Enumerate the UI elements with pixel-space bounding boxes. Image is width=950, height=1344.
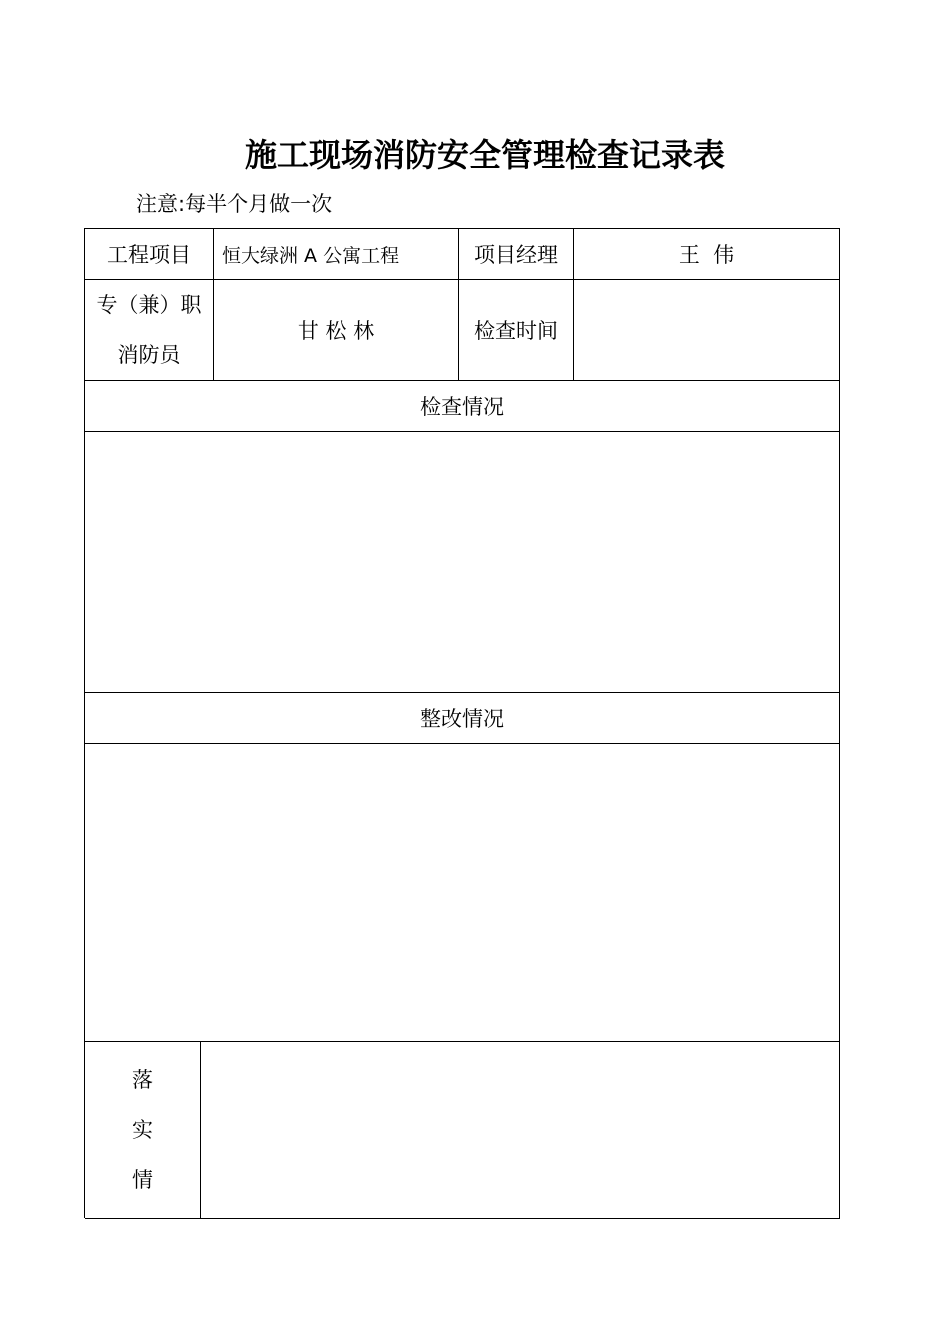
implementation-content[interactable] — [201, 1042, 840, 1219]
project-label: 工程项目 — [85, 229, 214, 280]
rectification-header: 整改情况 — [85, 693, 840, 744]
implementation-label-char: 落 — [132, 1068, 153, 1092]
implementation-label-char: 实 — [132, 1118, 153, 1142]
document-title: 施工现场消防安全管理检查记录表 — [244, 136, 725, 174]
implementation-label-char: 情 — [132, 1168, 153, 1192]
inspection-content[interactable] — [85, 432, 840, 693]
check-time-value[interactable] — [574, 280, 840, 381]
check-time-label: 检查时间 — [459, 280, 574, 381]
fireman-value: 甘 松 林 — [214, 280, 459, 381]
implementation-label — [85, 1042, 201, 1219]
inspection-form — [84, 228, 840, 1218]
fireman-label-line1: 专（兼）职 — [96, 293, 202, 317]
rectification-content[interactable] — [85, 744, 840, 1042]
project-value: 恒大绿洲 A 公寓工程 — [214, 229, 459, 280]
fireman-label-line2: 消防员 — [117, 343, 181, 367]
frequency-note: 注意:每半个月做一次 — [136, 192, 333, 216]
manager-label: 项目经理 — [459, 229, 574, 280]
manager-value: 王 伟 — [574, 229, 840, 280]
inspection-header: 检查情况 — [85, 381, 840, 432]
fireman-label — [85, 280, 214, 381]
